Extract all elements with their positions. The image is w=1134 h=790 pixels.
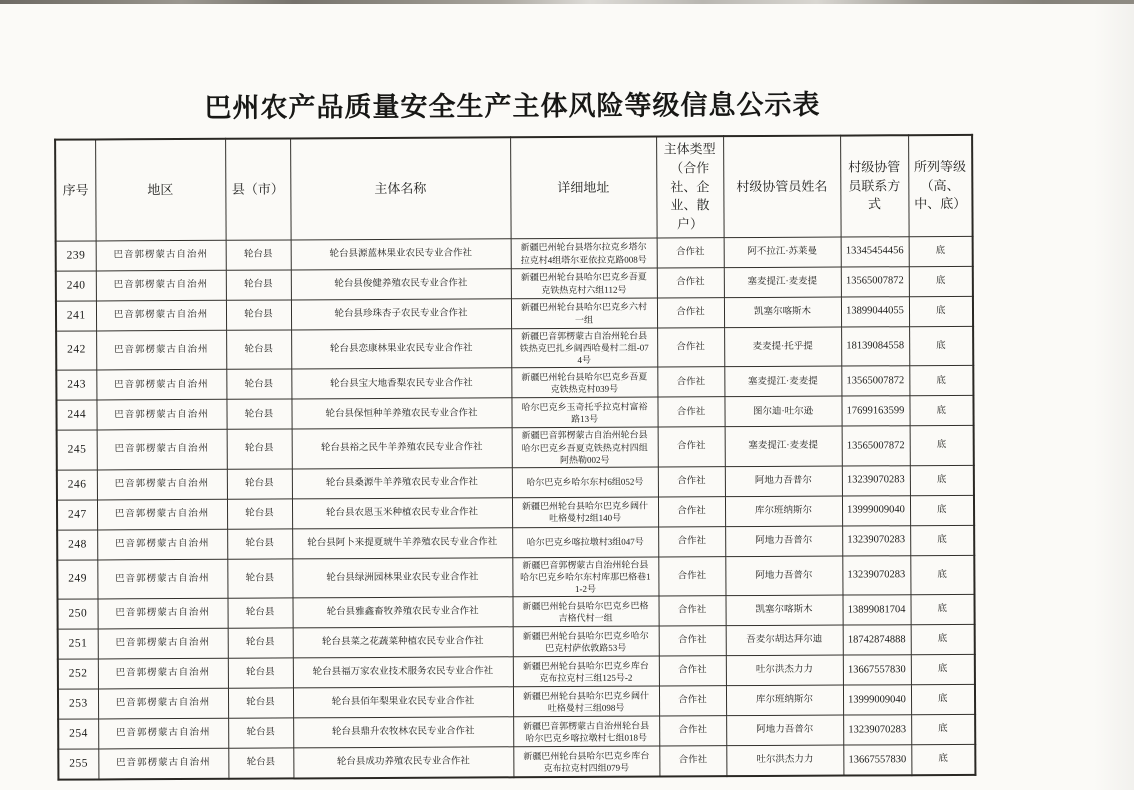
cell-address: 新疆巴州轮台县哈尔巴克乡阔什吐格曼村2组140号: [512, 497, 658, 528]
cell-entity-type: 合作社: [657, 328, 724, 368]
cell-serial: 252: [58, 659, 98, 689]
cell-address: 新疆巴州轮台县哈尔巴克乡吾夏克铁热克村六组112号: [511, 268, 657, 299]
table-row: [57, 525, 974, 560]
cell-address: 新疆巴音郭楞蒙古自治州轮台县铁热克巴扎乡阔西哈曼村二组-074号: [511, 328, 657, 368]
table-row: [57, 555, 974, 599]
cell-region: 巴音郭楞蒙古自治州: [96, 330, 226, 370]
cell-entity-type: 合作社: [657, 238, 724, 268]
cell-coordinator-name: 阿地力吾普尔: [726, 715, 843, 746]
cell-serial: 253: [58, 689, 98, 719]
table-row: [58, 655, 975, 690]
cell-entity-type: 合作社: [657, 298, 724, 328]
cell-coordinator-name: 吐尔洪杰力力: [726, 745, 843, 776]
cell-coordinator-name: 吐尔洪杰力力: [726, 655, 843, 686]
cell-region: 巴音郭楞蒙古自治州: [98, 749, 228, 780]
cell-coordinator-name: 吾麦尔胡达拜尔迪: [726, 625, 843, 656]
cell-entity-name: 轮台县菜之花蔬菜种植农民专业合作社: [293, 627, 513, 658]
table-row: [56, 326, 973, 370]
header-cell-serial: 序号: [55, 139, 96, 241]
cell-serial: 254: [58, 719, 98, 749]
cell-coordinator-name: 凯塞尔喀斯木: [725, 595, 842, 626]
cell-serial: 240: [56, 271, 96, 301]
header-cell-coordinator-phone: 村级协管员联系方式: [840, 135, 909, 237]
cell-risk-level: 底: [910, 555, 974, 595]
cell-coordinator-phone: 13239070283: [843, 715, 911, 745]
table-row: [56, 396, 973, 431]
table-row: [56, 266, 973, 301]
cell-serial: 246: [57, 470, 97, 500]
cell-county: 轮台县: [227, 598, 292, 628]
cell-entity-name: 轮台县佰年梨果业农民专业合作社: [293, 687, 513, 718]
cell-coordinator-name: 库尔班纳斯尔: [726, 685, 843, 716]
cell-entity-type: 合作社: [658, 467, 725, 497]
cell-serial: 245: [57, 430, 97, 470]
cell-coordinator-phone: 13899081704: [842, 595, 910, 625]
cell-coordinator-phone: 13667557830: [843, 655, 911, 685]
cell-address: 新疆巴音郭楞蒙古自治州轮台县哈尔巴克乡喀拉墩村七组018号: [513, 716, 659, 747]
table-row: [58, 625, 975, 660]
table-body: [56, 236, 976, 780]
cell-region: 巴音郭楞蒙古自治州: [96, 300, 226, 331]
cell-coordinator-phone: 18139084558: [841, 327, 909, 367]
header-cell-region: 地区: [95, 139, 226, 241]
cell-serial: 248: [57, 530, 97, 560]
cell-address: 新疆巴州轮台县哈尔巴克乡库台克布拉克村四组079号: [513, 746, 659, 777]
cell-coordinator-phone: 17699163599: [841, 396, 909, 426]
cell-entity-name: 轮台县阿卜来提夏琥牛羊养殖农民专业合作社: [292, 528, 512, 559]
cell-county: 轮台县: [227, 469, 292, 499]
cell-entity-name: 轮台县成功养殖农民专业合作社: [293, 747, 513, 779]
cell-region: 巴音郭楞蒙古自治州: [98, 719, 228, 750]
cell-coordinator-phone: 13999009040: [842, 496, 910, 526]
cell-serial: 239: [56, 241, 96, 271]
cell-risk-level: 底: [910, 595, 974, 625]
cell-entity-type: 合作社: [658, 527, 725, 557]
cell-region: 巴音郭楞蒙古自治州: [97, 559, 227, 599]
cell-risk-level: 底: [911, 745, 975, 776]
table-row: [56, 296, 973, 331]
cell-coordinator-phone: 13345454456: [841, 237, 909, 267]
cell-address: 新疆巴州轮台县塔尔拉克乡塔尔拉克村4组塔尔亚依拉克路008号: [511, 238, 657, 269]
cell-risk-level: 底: [911, 625, 975, 655]
table-row: [58, 685, 975, 720]
cell-region: 巴音郭楞蒙古自治州: [97, 469, 227, 500]
cell-risk-level: 底: [910, 426, 974, 466]
cell-coordinator-phone: 13239070283: [842, 556, 910, 596]
table-row: [58, 595, 975, 630]
cell-entity-name: 轮台县裕之民牛羊养殖农民专业合作社: [292, 428, 512, 469]
cell-region: 巴音郭楞蒙古自治州: [96, 370, 226, 401]
cell-serial: 249: [57, 560, 97, 600]
cell-coordinator-phone: 13239070283: [842, 466, 910, 496]
header-cell-address: 详细地址: [510, 137, 657, 239]
cell-coordinator-phone: 13239070283: [842, 526, 910, 556]
cell-risk-level: 底: [909, 366, 973, 396]
cell-entity-name: 轮台县桑源牛羊养殖农民专业合作社: [292, 468, 512, 499]
cell-entity-type: 合作社: [659, 656, 726, 686]
cell-region: 巴音郭楞蒙古自治州: [96, 400, 226, 431]
cell-address: 哈尔巴克乡喀拉墩村3组047号: [512, 527, 658, 558]
cell-entity-type: 合作社: [659, 626, 726, 656]
cell-region: 巴音郭楞蒙古自治州: [98, 659, 228, 690]
cell-entity-name: 轮台县福万家农业技术服务农民专业合作社: [293, 657, 513, 688]
cell-county: 轮台县: [226, 330, 291, 370]
cell-coordinator-name: 库尔班纳斯尔: [725, 496, 842, 527]
cell-risk-level: 底: [909, 326, 973, 366]
cell-entity-type: 合作社: [658, 497, 725, 527]
cell-county: 轮台县: [226, 399, 291, 429]
cell-county: 轮台县: [228, 688, 293, 718]
page-title: 巴州农产品质量安全生产主体风险等级信息公示表: [204, 89, 821, 123]
cell-address: 哈尔巴克乡玉奇托乎拉克村富裕路13号: [511, 397, 657, 428]
cell-entity-type: 合作社: [657, 367, 724, 397]
cell-risk-level: 底: [910, 465, 974, 495]
cell-coordinator-name: 阿地力吾普尔: [725, 466, 842, 497]
cell-address: 新疆巴州轮台县哈尔巴克乡库台克布拉克村三组125号-2: [513, 656, 659, 687]
cell-risk-level: 底: [910, 495, 974, 525]
cell-coordinator-name: 凯塞尔喀斯木: [724, 297, 841, 328]
cell-region: 巴音郭楞蒙古自治州: [96, 240, 226, 271]
cell-serial: 243: [56, 370, 96, 400]
table-row: [56, 236, 973, 271]
cell-address: 新疆巴音郭楞蒙古自治州轮台县哈尔巴克乡哈尔东村库那巴格巷11-2号: [512, 557, 658, 597]
cell-entity-name: 轮台县保恒种羊养殖农民专业合作社: [291, 398, 511, 429]
cell-entity-type: 合作社: [659, 686, 726, 716]
cell-risk-level: 底: [909, 296, 973, 326]
cell-coordinator-phone: 13565007872: [841, 267, 909, 297]
cell-entity-name: 轮台县鼎升农牧林农民专业合作社: [293, 717, 513, 748]
cell-risk-level: 底: [909, 266, 973, 296]
cell-coordinator-phone: 13899044055: [841, 297, 909, 327]
table-row: [58, 715, 975, 750]
cell-risk-level: 底: [911, 715, 975, 745]
table-header-row: [55, 135, 973, 241]
cell-coordinator-name: 塞麦提江·麦麦提: [724, 267, 841, 298]
cell-address: 新疆巴州轮台县哈尔巴克乡吾夏克铁热克村039号: [511, 367, 657, 398]
cell-coordinator-name: 阿地力吾普尔: [725, 526, 842, 557]
cell-serial: 251: [58, 629, 98, 659]
table-row: [56, 366, 973, 401]
cell-entity-name: 轮台县珍珠杏子农民专业合作社: [291, 299, 511, 330]
cell-address: 新疆巴音郭楞蒙古自治州轮台县哈尔巴克乡吾夏克铁热克村四组阿热勒002号: [512, 427, 658, 467]
cell-entity-name: 轮台县源蓝林果业农民专业合作社: [291, 239, 511, 270]
cell-region: 巴音郭楞蒙古自治州: [98, 689, 228, 720]
cell-county: 轮台县: [227, 529, 292, 559]
header-cell-entity-name: 主体名称: [290, 137, 511, 240]
cell-region: 巴音郭楞蒙古自治州: [98, 599, 228, 630]
cell-coordinator-name: 阿地力吾普尔: [725, 556, 842, 596]
table-row: [58, 745, 975, 780]
cell-serial: 250: [58, 599, 98, 629]
header-cell-risk-level: 所列等级（高、中、底）: [908, 135, 973, 237]
cell-region: 巴音郭楞蒙古自治州: [97, 499, 227, 530]
cell-entity-type: 合作社: [657, 268, 724, 298]
cell-county: 轮台县: [227, 499, 292, 529]
cell-risk-level: 底: [910, 525, 974, 555]
cell-entity-name: 轮台县雅鑫畜牧养殖农民专业合作社: [292, 597, 512, 628]
table-row: [57, 426, 974, 470]
header-cell-entity-type: 主体类型（合作社、企业、散户）: [656, 136, 724, 238]
cell-coordinator-name: 塞麦提江·麦麦提: [725, 426, 842, 466]
table-row: [57, 465, 974, 500]
cell-entity-type: 合作社: [658, 596, 725, 626]
cell-coordinator-phone: 18742874888: [843, 625, 911, 655]
cell-coordinator-phone: 13565007872: [842, 426, 910, 466]
cell-region: 巴音郭楞蒙古自治州: [98, 629, 228, 660]
cell-coordinator-phone: 13565007872: [841, 366, 909, 396]
cell-entity-name: 轮台县农恩玉米种植农民专业合作社: [292, 498, 512, 529]
cell-county: 轮台县: [228, 658, 293, 688]
cell-coordinator-name: 阿不拉江·苏莱曼: [724, 237, 841, 268]
cell-serial: 247: [57, 500, 97, 530]
cell-risk-level: 底: [909, 396, 973, 426]
cell-serial: 255: [58, 749, 98, 780]
cell-address: 新疆巴州轮台县哈尔巴克乡哈尔巴克村萨依敦路53号: [513, 626, 659, 657]
cell-risk-level: 底: [911, 655, 975, 685]
cell-coordinator-name: 塞麦提江·麦麦提: [724, 366, 841, 397]
cell-address: 哈尔巴克乡哈尔东村6组052号: [512, 467, 658, 498]
cell-entity-name: 轮台县恋康林果业农民专业合作社: [291, 329, 511, 370]
cell-risk-level: 底: [911, 685, 975, 715]
cell-county: 轮台县: [226, 369, 291, 399]
cell-entity-name: 轮台县绿洲园林果业农民专业合作社: [292, 558, 512, 599]
cell-entity-type: 合作社: [659, 746, 726, 777]
cell-serial: 244: [56, 400, 96, 430]
cell-county: 轮台县: [226, 240, 291, 270]
cell-county: 轮台县: [227, 559, 292, 599]
cell-county: 轮台县: [228, 628, 293, 658]
cell-entity-type: 合作社: [658, 557, 725, 597]
cell-entity-name: 轮台县俊健养殖农民专业合作社: [291, 269, 511, 300]
cell-region: 巴音郭楞蒙古自治州: [97, 529, 227, 560]
cell-address: 新疆巴州轮台县哈尔巴克乡巴格吉格代村一组: [512, 596, 658, 627]
cell-region: 巴音郭楞蒙古自治州: [97, 430, 227, 470]
cell-serial: 242: [56, 331, 96, 371]
cell-county: 轮台县: [228, 718, 293, 748]
cell-entity-type: 合作社: [657, 397, 724, 427]
cell-serial: 241: [56, 301, 96, 331]
header-cell-county: 县（市）: [225, 138, 291, 240]
cell-risk-level: 底: [909, 236, 973, 266]
header-cell-coordinator-name: 村级协管员姓名: [723, 136, 841, 238]
cell-coordinator-phone: 13667557830: [843, 745, 911, 776]
cell-county: 轮台县: [227, 429, 292, 469]
cell-county: 轮台县: [226, 270, 291, 300]
cell-entity-type: 合作社: [658, 427, 725, 467]
cell-address: 新疆巴州轮台县哈尔巴克乡六村一组: [511, 298, 657, 329]
cell-entity-name: 轮台县宝大地香梨农民专业合作社: [291, 368, 511, 399]
cell-coordinator-name: 图尔迪·吐尔逊: [724, 396, 841, 427]
cell-county: 轮台县: [226, 300, 291, 330]
cell-coordinator-name: 麦麦提·托乎提: [724, 327, 841, 367]
cell-region: 巴音郭楞蒙古自治州: [96, 270, 226, 301]
cell-address: 新疆巴州轮台县哈尔巴克乡阔什吐格曼村三组098号: [513, 686, 659, 717]
cell-county: 轮台县: [228, 748, 293, 779]
cell-coordinator-phone: 13999009040: [843, 685, 911, 715]
risk-level-table: [54, 134, 976, 781]
cell-entity-type: 合作社: [659, 716, 726, 746]
table-row: [57, 495, 974, 530]
